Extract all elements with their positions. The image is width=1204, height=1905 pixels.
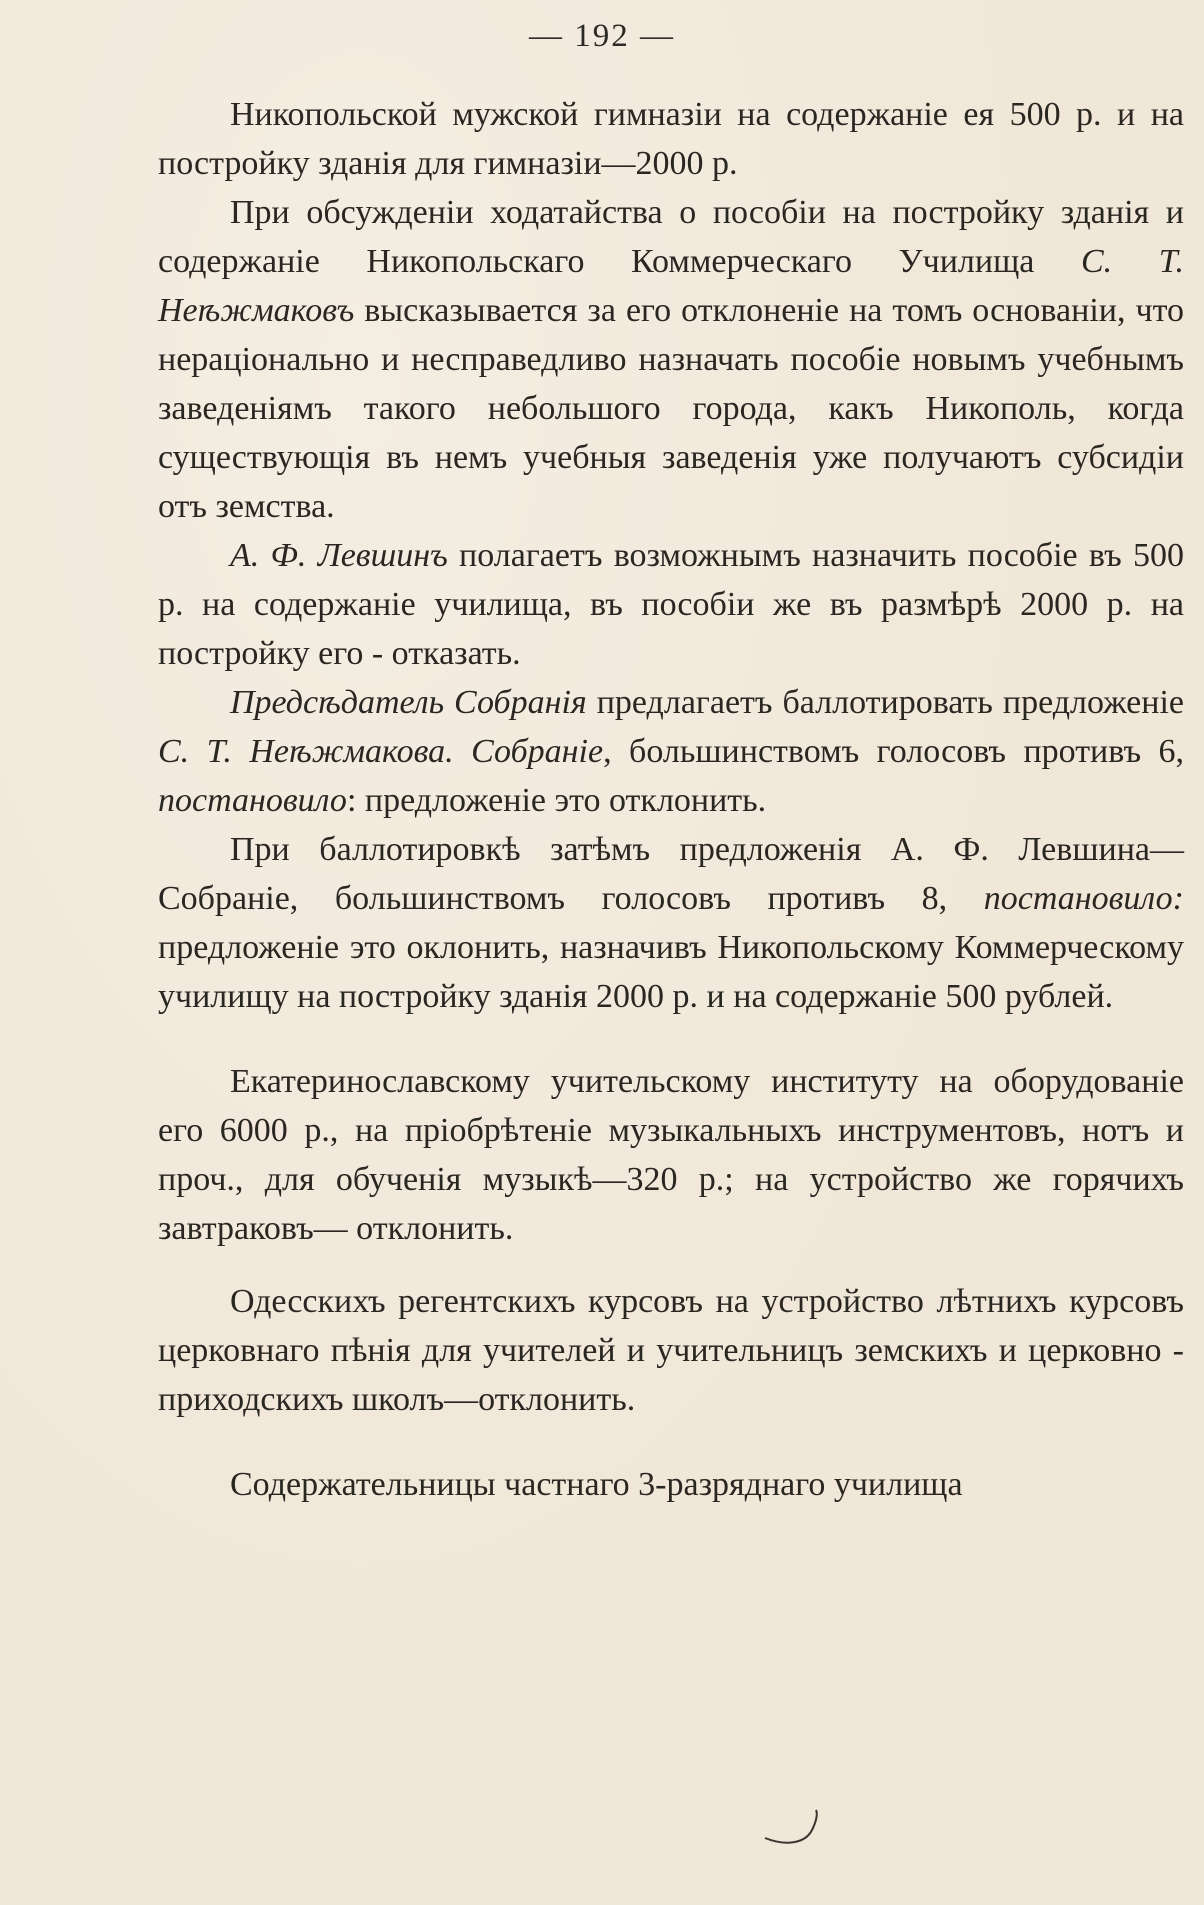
text-run: предложенie это оклонить, назначивъ Никопольскому Коммерческому училищу на постройку зданiя 2000 р. и на содержанie 500 рублей. (158, 929, 1184, 1015)
text-run: полагаетъ возможнымъ назначить пособie въ 500 р. на содержанie училища, въ пособiи же въ размѣрѣ 2000 р. на постройку его - отказать. (158, 537, 1184, 672)
text-run: предлагаетъ баллотировать предложенie (586, 684, 1184, 721)
text-run: высказывается за его отклоненie на томъ основанiи, что нерацiонально и несправедливо назначать пособie новымъ учебнымъ заведенiямъ такого небольшого города, какъ Никополь, когда существующiя въ немъ учебныя заведенiя уже получаютъ субсидiи отъ земства. (158, 292, 1184, 525)
page-number: — 192 — (529, 18, 675, 54)
text-run: При баллотировкѣ затѣмъ предложенiя А. Ф. Левшина—Собранie, большинствомъ голосовъ противъ 8, (158, 831, 1184, 917)
text-run: Одесскихъ регентскихъ курсовъ на устройство лѣтнихъ курсовъ церковнаго пѣнiя для учителей и учительницъ земскихъ и церковно - приходскихъ школъ—отклонить. (158, 1283, 1184, 1418)
text-run: При обсужденiи ходатайства о пособiи на постройку зданiя и содержанie Никопольскаго Коммерческаго Училища (158, 194, 1184, 280)
paragraph-nikopol-gymnasium (158, 90, 1184, 188)
italic-text-run: постановило (158, 782, 347, 819)
text-run: Никопольской мужской гимназiи на содержанie ея 500 р. и на постройку зданiя для гимназiи—2000 р. (158, 96, 1184, 182)
paragraph-teachers-institute (158, 1057, 1184, 1253)
paragraph-odessa-courses (158, 1277, 1184, 1424)
text-run: Екатеринославскому учительскому институту на оборудованie его 6000 р., на прiобрѣтенie музыкальныхъ инструментовъ, нотъ и проч., для обученiя музыкѣ—320 р.; на устройство же горячихъ завтраковъ— отклонить. (158, 1063, 1184, 1247)
italic-text-run: постановило: (983, 880, 1184, 917)
paragraph-levshin-vote (158, 825, 1184, 1021)
paragraph-levshin-proposal (158, 531, 1184, 678)
italic-text-run: С. Т. Неѣжмакова. Собранie (158, 733, 604, 770)
italic-text-run: С. Т. Неѣжмаковъ (158, 243, 1184, 329)
text-run: Содержательницы частнаго 3-разряднаго училища (230, 1466, 963, 1503)
paragraph-private-school (158, 1460, 1184, 1509)
pencil-mark (760, 1808, 830, 1848)
paragraph-chairman-vote (158, 678, 1184, 825)
italic-text-run: А. Ф. Левшинъ (230, 537, 448, 574)
text-run: : предложенie это отклонить. (346, 782, 767, 819)
page-text (158, 90, 1184, 1509)
paragraph-nezhmakov-objection (158, 188, 1184, 531)
italic-text-run: Предсѣдатель Собранiя (230, 684, 587, 721)
text-run: , большинствомъ голосовъ противъ 6, (603, 733, 1184, 770)
